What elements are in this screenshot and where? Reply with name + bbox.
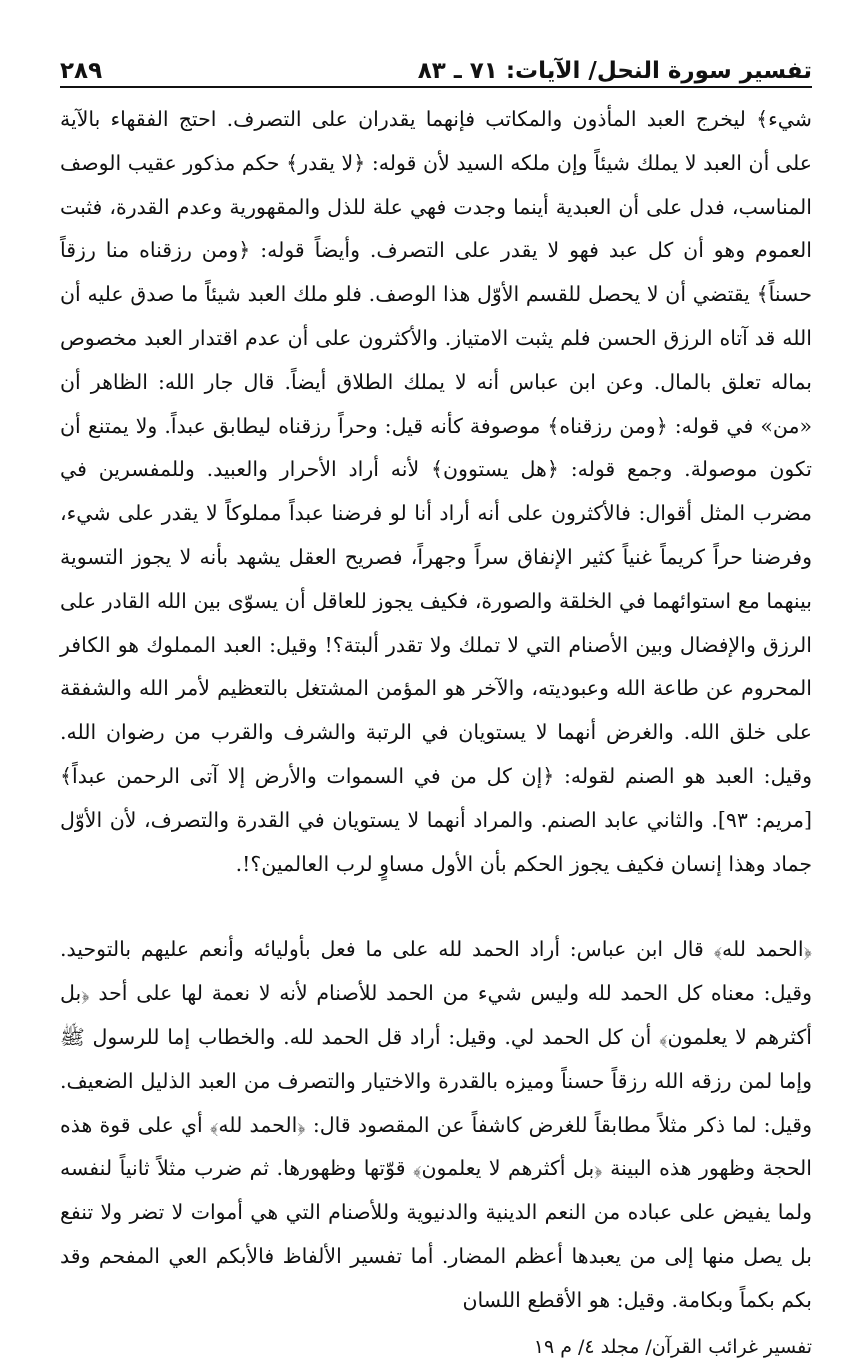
- footer-signature: تفسير غرائب القرآن/ مجلد ٤/ م ١٩: [533, 1336, 812, 1358]
- paragraph-1: شيء﴾ ليخرج العبد المأذون والمكاتب فإنهما يقدران على التصرف. احتج الفقهاء بالآية على أن العبد لا يملك شيئاً وإن ملكه السيد لأن قوله: ﴿لا يقدر﴾ حكم مذكور عقيب الوصف المناسب، فدل على أن العبدية أينما وجدت فهي علة للذل والمقهورية وعدم القدرة، فثبت العموم وهو أن كل عبد فهو لا يقدر على التصرف. وأيضاً قوله: ﴿ومن رزقناه منا رزقاً حسناً﴾ يقتضي أن لا يحصل للقسم الأوّل هذا الوصف. فلو ملك العبد شيئاً ما صدق عليه أن الله قد آتاه الرزق الحسن فلم يثبت الامتياز. والأكثرون على أن عدم اقتدار العبد مخصوص بماله تعلق بالمال. وعن ابن عباس أنه لا يملك الطلاق أيضاً. قال جار الله: الظاهر أن «من» في قوله: ﴿ومن رزقناه﴾ موصوفة كأنه قيل: وحراً رزقناه ليطابق عبداً. ولا يمتنع أن تكون موصولة. وجمع قوله: ﴿هل يستوون﴾ لأنه أراد الأحرار والعبيد. وللمفسرين في مضرب المثل أقوال: فالأكثرون على أنه أراد أنا لو فرضنا عبداً مملوكاً لا يقدر على شيء، وفرضنا حراً كريماً غنياً كثير الإنفاق سراً وجهراً، فصريح العقل يشهد بأنه لا يجوز التسوية بينهما مع استوائهما في الخلقة والصورة، فكيف يجوز للعاقل أن يسوّى بين الله القادر على الرزق والإفضال وبين الأصنام التي لا تملك ولا تقدر ألبتة؟! وقيل: العبد المملوك هو الكافر المحروم عن طاعة الله وعبوديته، والآخر هو المؤمن المشتغل بالتعظيم لأمر الله والشفقة على خلق الله. والغرض أنهما لا يستويان في الرتبة والشرف والقرب من رضوان الله. وقيل: العبد هو الصنم لقوله: ﴿إن كل من في السموات والأرض إلا آتى الرحمن عبداً﴾ [مريم: ٩٣]. والثاني عابد الصنم. والمراد أنهما لا يستويان في القدرة والتصرف، لأن الأوّل جماد وهذا إنسان فكيف يجوز الحكم بأن الأول مساوٍ لرب العالمين؟!.: [60, 107, 812, 876]
- header-title: تفسير سورة النحل/ الآيات: ٧١ ـ ٨٣: [417, 58, 812, 84]
- paragraph-gap: [60, 886, 812, 928]
- page-number: ٢٨٩: [60, 58, 103, 84]
- paragraph-2: ﴿الحمد لله﴾ قال ابن عباس: أراد الحمد لله على ما فعل بأوليائه وأنعم عليهم بالتوحيد. وقيل: معناه كل الحمد لله وليس شيء من الحمد للأصنام لأنه لا نعمة لها على أحد ﴿بل أكثرهم لا يعلمون﴾ أن كل الحمد لي. وقيل: أراد قل الحمد لله. والخطاب إما للرسول ﷺ وإما لمن رزقه الله رزقاً حسناً وميزه بالقدرة والاختيار والتصرف من العبد الذليل الضعيف. وقيل: لما ذكر مثلاً مطابقاً للغرض كاشفاً عن المقصود قال: ﴿الحمد لله﴾ أي على قوة هذه الحجة وظهور هذه البينة ﴿بل أكثرهم لا يعلمون﴾ قوّتها وظهورها. ثم ضرب مثلاً ثانياً لنفسه ولما يفيض على عباده من النعم الدينية والدنيوية وللأصنام التي هي أموات لا تضر ولا تنفع بل يصل منها إلى من يعبدها أعظم المضار. أما تفسير الألفاظ فالأبكم العي المفحم وقد بكم بكماً وبكامة. وقيل: هو الأقطع اللسان: [60, 937, 813, 1312]
- running-header: [60, 52, 812, 88]
